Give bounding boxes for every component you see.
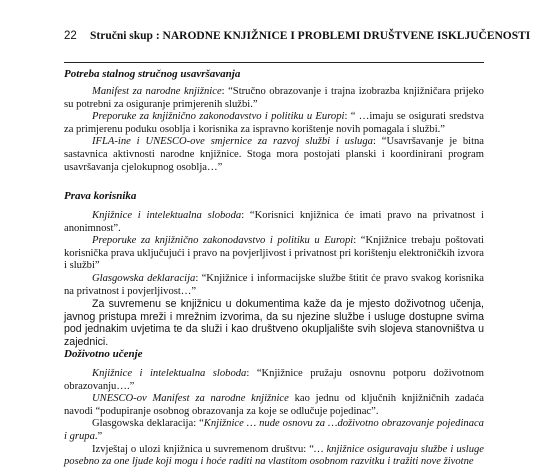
header-rule	[64, 62, 484, 63]
source-title: Knjižnice i intelektualna sloboda	[92, 368, 247, 379]
section-body	[64, 86, 484, 174]
paragraph	[64, 393, 484, 418]
source-title: Preporuke za knjižnično zakonodavstvo i politiku u Europi	[92, 235, 354, 247]
source-title: Manifest za narodne knjižnice	[92, 86, 222, 97]
paragraph	[64, 136, 484, 174]
section-heading: Doživotno učenje	[64, 348, 143, 360]
source-title: IFLA-ine i UNESCO-ove smjernice za razvoj službi i usluga	[92, 136, 373, 148]
quote-end: .”	[94, 430, 103, 442]
section-body	[64, 368, 484, 469]
quote-text: : “Knjižnice i informacijske službe štitit će pravo svakog korisnika na privatnost i povjerljivost…”	[64, 272, 484, 297]
quote-text: Knjižnice … nude osnovu za …doživotno obrazovanje pojedinaca i grupa	[64, 418, 484, 442]
source-title: Glasgowska deklaracija	[92, 272, 196, 284]
header-title: Stručni skup : NARODNE KNJIŽNICE I PROBLEMI DRUŠTVENE ISKLJUČENOSTI	[90, 30, 531, 42]
paragraph	[64, 444, 484, 469]
source-title: UNESCO-ov Manifest za narodne knjižnice	[92, 393, 289, 405]
quote-text: : “Stručno obrazovanje i trajna izobrazba knjižničara prijeko su potrebni za osiguranje primjerenih službi.”	[64, 86, 484, 110]
quote-text: : “Usavršavanje je bitna sastavnica aktivnosti narodne knjižnice. Stoga mora postojati planski i koordinirani program usavršavanja cjelokupnog osoblja…”	[64, 136, 485, 173]
quote-text: : “Korisnici knjižnica će imati pravo na privatnost i anonimnost”.	[64, 210, 484, 234]
source-title: Preporuke za knjižnično zakonodavstvo i politiku u Europi	[92, 111, 345, 123]
quote-text: : “ …imaju se osigurati sredstva za primjerenu poduku osoblja i korisnika za ispravno korištenje novih pomagala i službi.”	[64, 111, 484, 135]
quote-lead: Izvještaj o ulozi knjižnica u suvremenom društvu: “	[92, 443, 314, 455]
paragraph	[64, 111, 484, 136]
paragraph	[64, 368, 484, 393]
section-heading: Prava korisnika	[64, 190, 137, 202]
quote-text: : “Knjižnice trebaju poštovati korisnička prava uključujući i pravo na povjerljivost i privatnost pri korištenju elektroničkih izvora i službi”	[64, 235, 484, 272]
quote-text: … knjižnice osiguravaju službe i usluge posebno za one ljude koji mogu i hoće raditi na vlastitom osobnom razvitku i tražiti nove životne	[64, 443, 484, 468]
quote-text: kao jednu od ključnih knjižničnih zadaća navodi “podupiranje osobnog obrazovanja za koje se odlučuje pojedinac”.	[64, 393, 484, 417]
quote-lead: Glasgowska deklaracija: “	[92, 418, 204, 430]
section-heading: Potreba stalnog stručnog usavršavanja	[64, 68, 241, 80]
paragraph	[64, 86, 484, 111]
source-title: Knjižnice i intelektualna sloboda	[92, 210, 242, 221]
paragraph	[64, 418, 484, 443]
quote-text: : “Knjižnice pružaju osnovnu potporu doživotnom obrazovanju….”	[64, 368, 484, 392]
paragraph	[64, 235, 484, 273]
body-text: Za suvremenu se knjižnicu u dokumentima kaže da je mjesto doživotnog učenja, javnog pristupa mreži i mrežnim izvorima, da su njezine službe i usluge dostupne svima pod jednakim uvjetima te da služi i kao društveno okupljalište svih slojeva stanovništva u zajednici.	[64, 298, 484, 348]
paragraph	[64, 210, 484, 235]
page-number: 22	[64, 30, 77, 42]
section-body	[64, 210, 484, 349]
paragraph	[64, 298, 484, 348]
running-header	[64, 30, 530, 42]
paragraph	[64, 273, 484, 298]
